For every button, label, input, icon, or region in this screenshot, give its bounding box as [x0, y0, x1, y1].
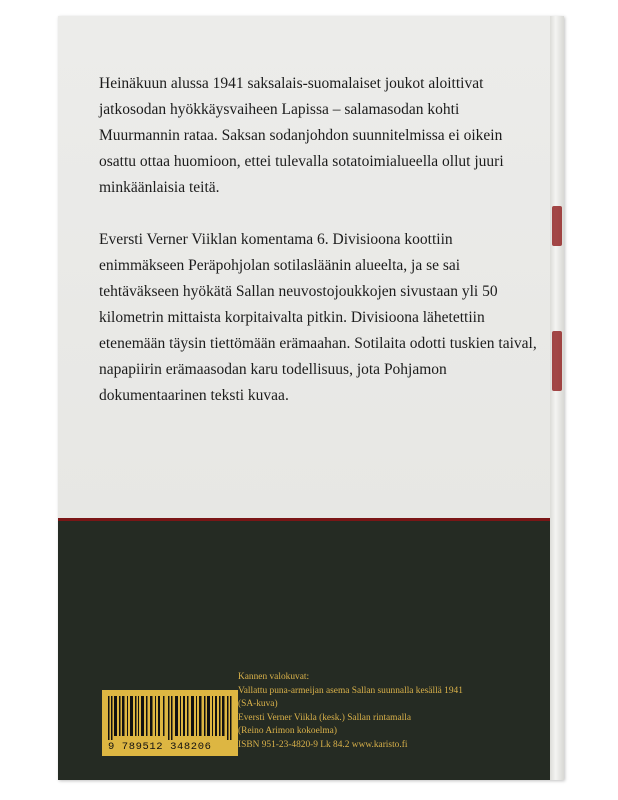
spine-title-fragment [552, 206, 562, 246]
isbn-line: ISBN 951-23-4820-9 Lk 84.2 www.karisto.fi [238, 739, 408, 750]
spine-edge [550, 16, 564, 780]
blurb-paragraph-2: Eversti Verner Viiklan komentama 6. Divisioona koottiin enimmäkseen Peräpohjolan sotilasläänin alueelta, ja se sai tehtäväkseen hyökätä Sallan neuvostojoukkojen sivustaan yli 50 kilometrin mittaista korpitaivalta pitkin. Divisioona lähetettiin etenemään täysin tiettömään erämaahan. Sotilaita odotti tuskien taival, napapiirin erämaasodan karu todellisuus, jota Pohjamon dokumentaarinen teksti kuvaa. [99, 231, 537, 404]
credit-line: (SA-kuva) [238, 699, 278, 710]
text-panel [58, 16, 550, 518]
spine-title-fragment [552, 331, 562, 391]
credit-line: (Reino Arimon kokoelma) [238, 726, 337, 737]
blurb-paragraph-1: Heinäkuun alussa 1941 saksalais-suomalaiset joukot aloittivat jatkosodan hyökkäysvaiheen Lapissa – salamasodan kohti Muurmannin rataa. Saksan sodanjohdon suunnitelmissa ei oikein osattu ottaa huomioon, ettei tulevalla sotatoimialueella ollut juuri minkäänlaisia teitä. [99, 75, 504, 196]
book-back-cover [58, 16, 564, 780]
credit-line: Vallattu puna-armeijan asema Sallan suunnalla kesällä 1941 [238, 685, 463, 696]
barcode-icon [108, 696, 232, 740]
blurb-text [99, 71, 539, 435]
credits-heading: Kannen valokuvat: [238, 672, 310, 682]
cover-photo-credits [238, 671, 548, 753]
isbn-barcode [102, 690, 238, 756]
barcode-digits: 9 789512 348206 [108, 741, 212, 753]
credit-line: Eversti Verner Viikla (kesk.) Sallan rintamalla [238, 712, 411, 723]
